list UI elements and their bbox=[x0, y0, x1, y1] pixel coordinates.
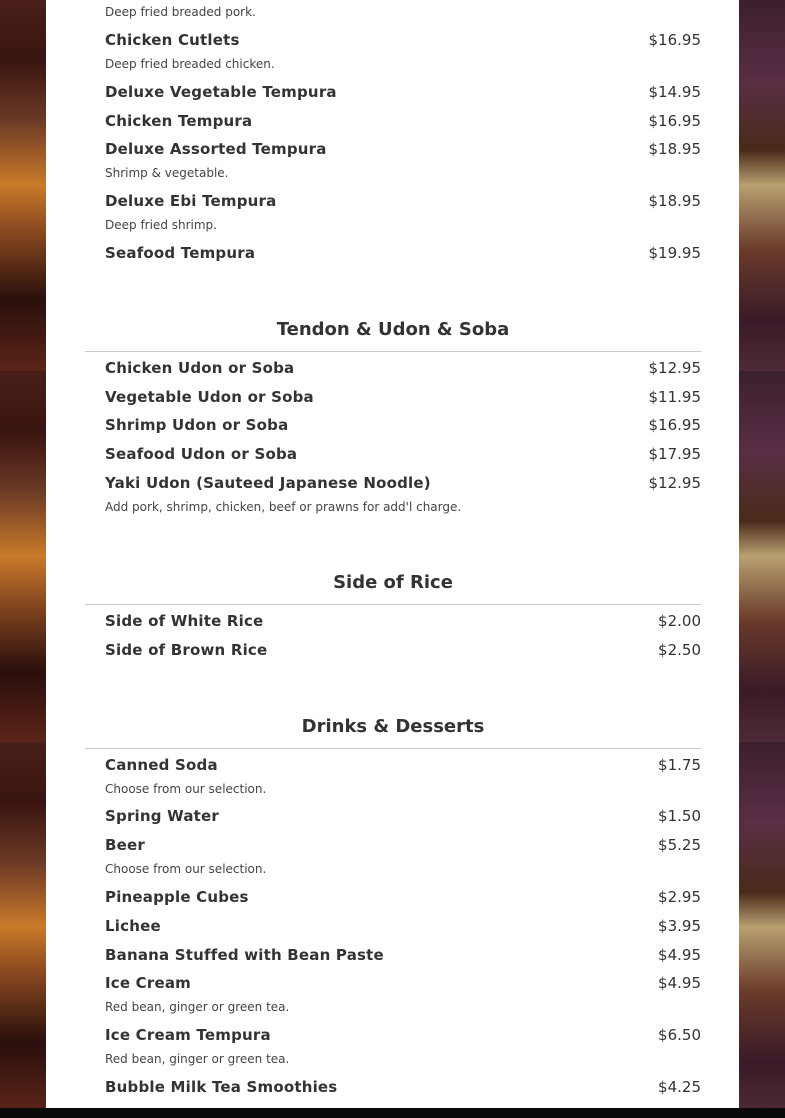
item-name: Vegetable Udon or Soba bbox=[105, 388, 314, 406]
item-price: $4.25 bbox=[658, 1078, 701, 1096]
item-name: Chicken Tempura bbox=[105, 112, 253, 130]
item-price: $16.95 bbox=[648, 112, 701, 130]
item-description: Shrimp & vegetable. bbox=[105, 166, 229, 180]
item-price: $2.95 bbox=[658, 888, 701, 906]
item-description: Deep fried shrimp. bbox=[105, 218, 217, 232]
item-price: $2.00 bbox=[658, 612, 701, 630]
item-price: $2.50 bbox=[658, 641, 701, 659]
section-divider bbox=[85, 604, 701, 605]
item-name: Lichee bbox=[105, 917, 161, 935]
item-name: Ice Cream bbox=[105, 974, 191, 992]
section-title: Drinks & Desserts bbox=[301, 716, 485, 737]
item-name: Pineapple Cubes bbox=[105, 888, 249, 906]
item-price: $12.95 bbox=[648, 474, 701, 492]
item-name: Chicken Cutlets bbox=[105, 31, 240, 49]
item-description: Deep fried breaded chicken. bbox=[105, 57, 275, 71]
item-price: $16.95 bbox=[648, 416, 701, 434]
item-description: Choose from our selection. bbox=[105, 782, 267, 796]
item-price: $18.95 bbox=[648, 140, 701, 158]
item-name: Side of Brown Rice bbox=[105, 641, 268, 659]
item-name: Bubble Milk Tea Smoothies bbox=[105, 1078, 338, 1096]
item-description: Choose from our selection. bbox=[105, 862, 267, 876]
section-title: Tendon & Udon & Soba bbox=[276, 319, 510, 340]
item-name: Seafood Tempura bbox=[105, 244, 256, 262]
bottom-bar bbox=[0, 1108, 785, 1118]
item-name: Side of White Rice bbox=[105, 612, 264, 630]
item-name: Chicken Udon or Soba bbox=[105, 359, 295, 377]
item-price: $3.95 bbox=[658, 917, 701, 935]
item-name: Ice Cream Tempura bbox=[105, 1026, 271, 1044]
item-price: $6.50 bbox=[658, 1026, 701, 1044]
item-price: $11.95 bbox=[648, 388, 701, 406]
item-description: Add pork, shrimp, chicken, beef or prawns for add'l charge. bbox=[105, 500, 462, 514]
item-price: $5.25 bbox=[658, 836, 701, 854]
item-price: $17.95 bbox=[648, 445, 701, 463]
section-title: Side of Rice bbox=[333, 572, 453, 593]
item-price: $14.95 bbox=[648, 83, 701, 101]
item-description: Deep fried breaded pork. bbox=[105, 5, 256, 19]
item-description: Red bean, ginger or green tea. bbox=[105, 1000, 290, 1014]
item-name: Canned Soda bbox=[105, 756, 218, 774]
item-price: $12.95 bbox=[648, 359, 701, 377]
section-divider bbox=[85, 748, 701, 749]
item-price: $16.95 bbox=[648, 31, 701, 49]
item-name: Beer bbox=[105, 836, 145, 854]
item-name: Yaki Udon (Sauteed Japanese Noodle) bbox=[105, 474, 431, 492]
section-divider bbox=[85, 351, 701, 352]
item-name: Deluxe Assorted Tempura bbox=[105, 140, 327, 158]
item-name: Deluxe Ebi Tempura bbox=[105, 192, 277, 210]
item-price: $1.50 bbox=[658, 807, 701, 825]
item-price: $18.95 bbox=[648, 192, 701, 210]
item-price: $4.95 bbox=[658, 946, 701, 964]
item-price: $4.95 bbox=[658, 974, 701, 992]
item-price: $1.75 bbox=[658, 756, 701, 774]
menu-page bbox=[46, 0, 739, 1108]
item-description: Red bean, ginger or green tea. bbox=[105, 1052, 290, 1066]
item-name: Deluxe Vegetable Tempura bbox=[105, 83, 337, 101]
item-name: Seafood Udon or Soba bbox=[105, 445, 298, 463]
item-price: $19.95 bbox=[648, 244, 701, 262]
item-name: Shrimp Udon or Soba bbox=[105, 416, 289, 434]
item-name: Banana Stuffed with Bean Paste bbox=[105, 946, 384, 964]
item-name: Spring Water bbox=[105, 807, 219, 825]
